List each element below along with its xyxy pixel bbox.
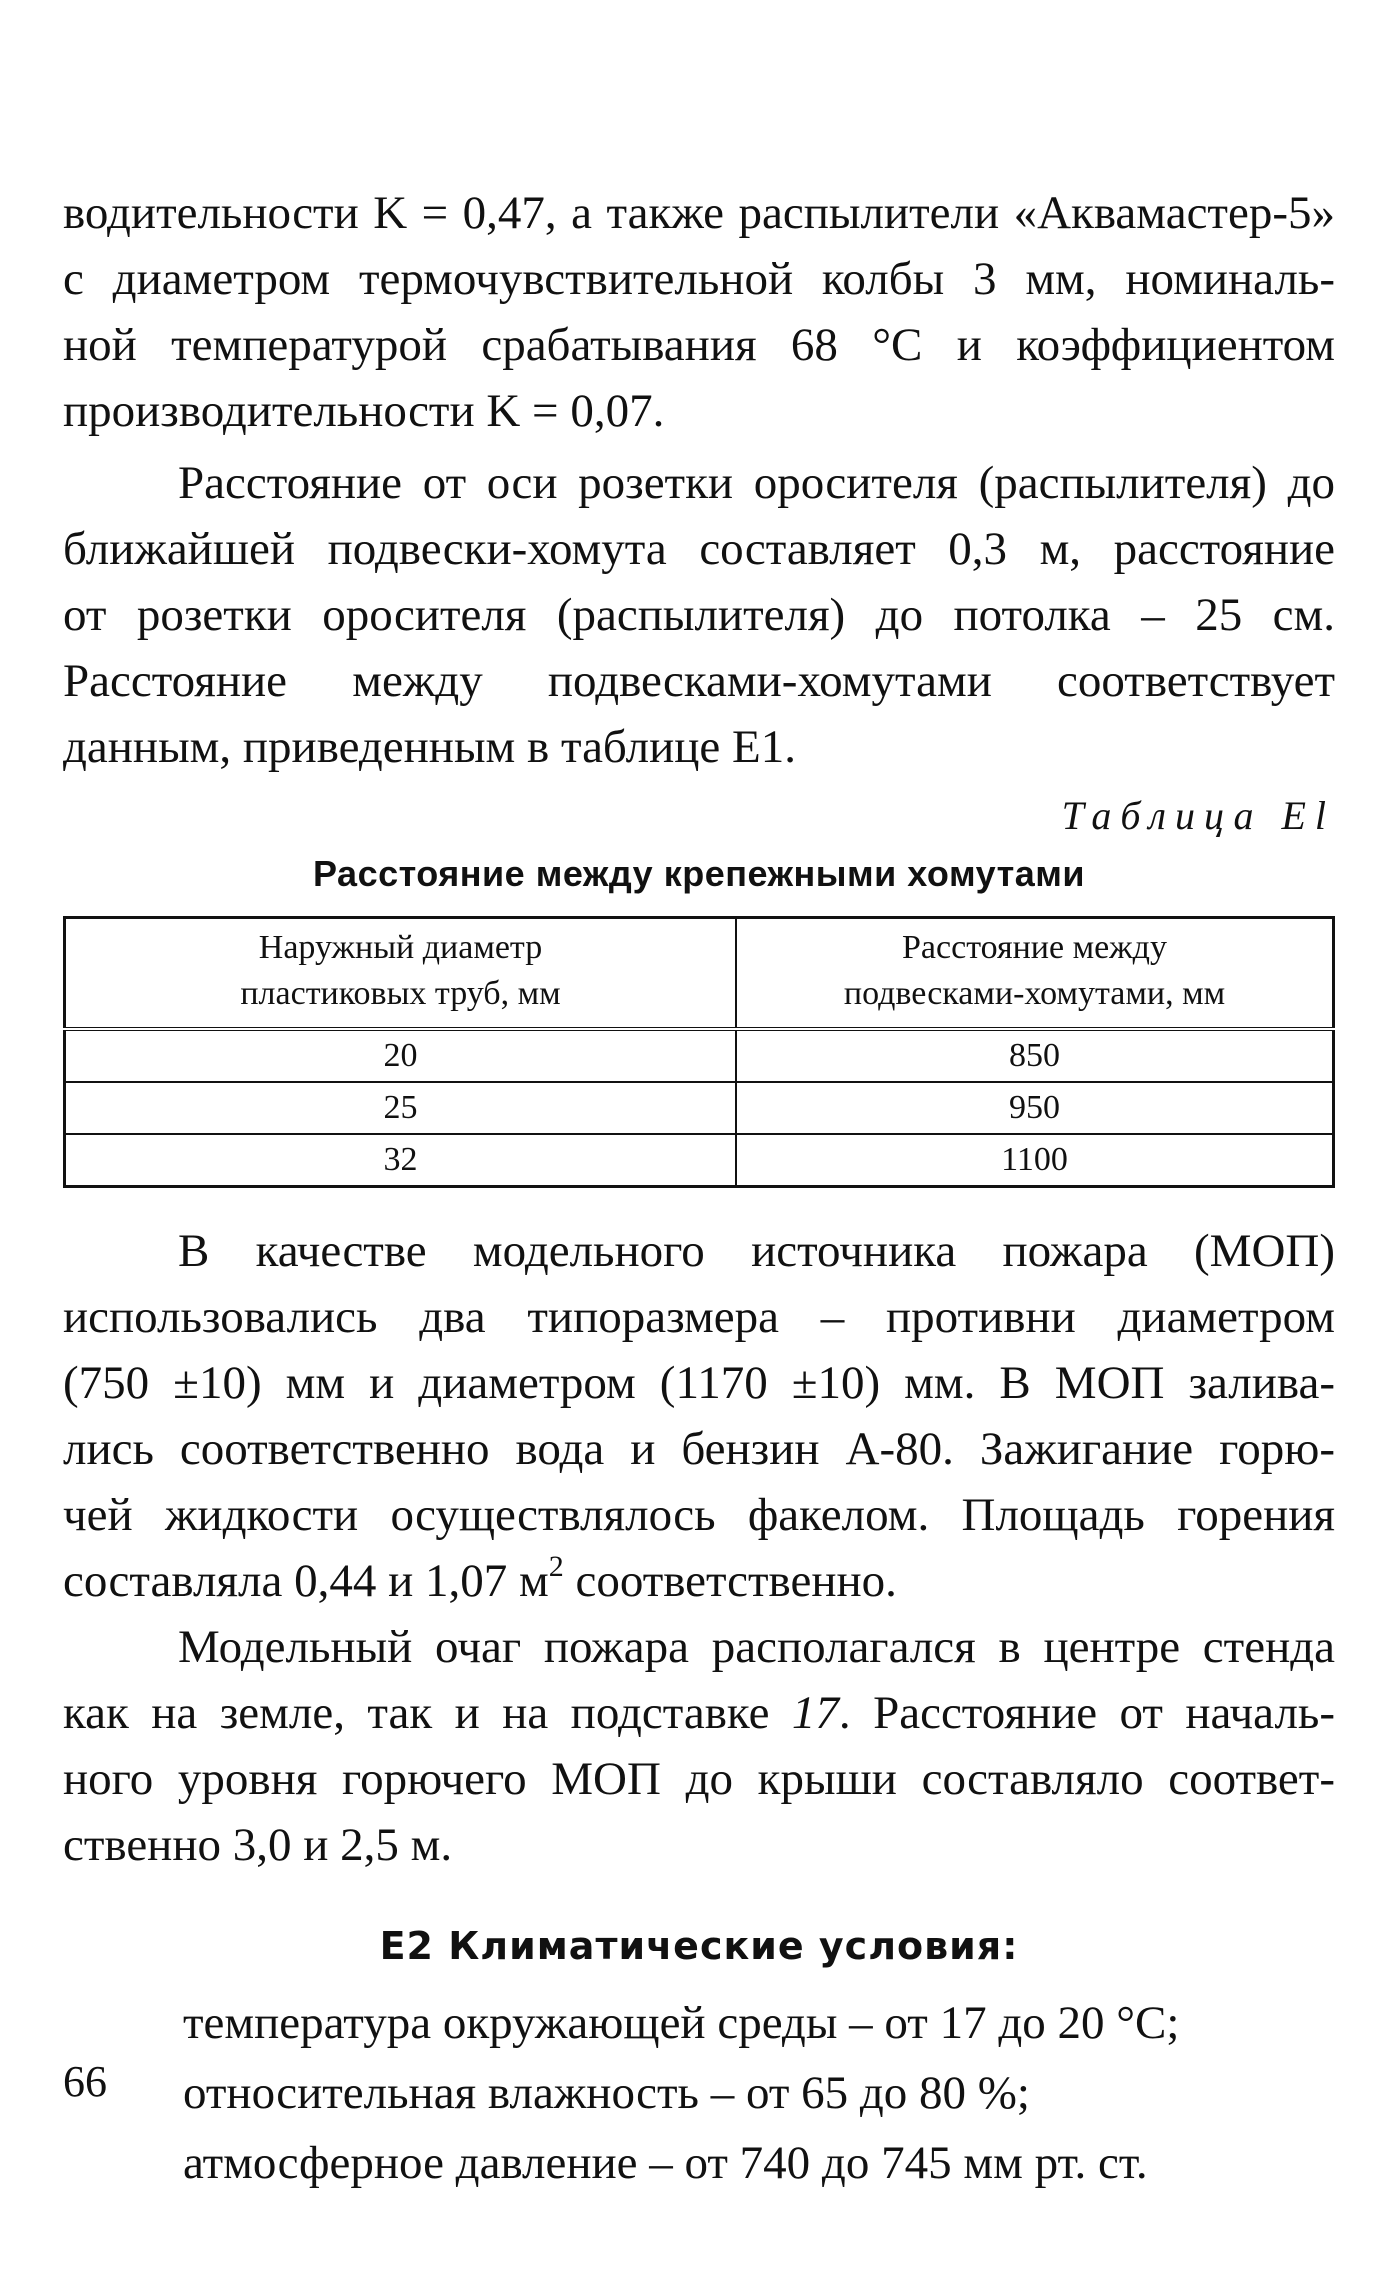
table-header-row	[65, 918, 1334, 1030]
table-title: Расстояние между крепежными хомутами	[313, 853, 1085, 894]
list-item: температура окружающей среды – от 17 до 20 °С;	[183, 1997, 1180, 2049]
paragraph-2	[63, 450, 1335, 780]
paragraph-3-line-4: лись соответственно вода и бензин А-80. Зажигание горю-	[63, 1423, 1335, 1475]
paragraph-3-line-2: использовались два типоразмера – противни диаметром	[63, 1291, 1335, 1343]
paragraph-1-line-3: ной температурой срабатывания 68 °С и коэффициентом	[63, 319, 1335, 371]
page-number: 66	[63, 2057, 107, 2106]
paragraph-1-line-1: водительности K = 0,47, а также распылители «Аквамастер-5»	[63, 187, 1335, 239]
table-caption: Таблица El	[1061, 793, 1335, 838]
stand-text: как на земле, так и на подставке	[63, 1687, 792, 1739]
table-row	[65, 1134, 1334, 1187]
paragraph-2-line-1: Расстояние от оси розетки оросителя (распылителя) до	[178, 457, 1335, 509]
header-1-line-1: Наружный диаметр	[258, 929, 543, 966]
paragraph-1-line-4: производительности K = 0,07.	[63, 385, 665, 437]
paragraph-2-line-2: ближайшей подвески-хомута составляет 0,3 м, расстояние	[63, 523, 1335, 575]
table-row	[65, 1029, 1334, 1082]
table-cell-diameter: 20	[65, 1029, 737, 1082]
paragraph-2-line-4: Расстояние между подвесками-хомутами соответствует	[63, 655, 1335, 707]
paragraph-3-line-3: (750 ±10) мм и диаметром (1170 ±10) мм. В МОП залива-	[63, 1357, 1335, 1409]
paragraph-4	[63, 1614, 1335, 1878]
paragraph-1	[63, 180, 1335, 444]
paragraph-3	[63, 1218, 1335, 1614]
list-item: атмосферное давление – от 740 до 745 мм рт. ст.	[183, 2137, 1148, 2189]
data-table	[63, 916, 1335, 1188]
paragraph-2-line-3: от розетки оросителя (распылителя) до потолка – 25 см.	[63, 589, 1335, 641]
paragraph-2-line-5: данным, приведенным в таблице Е1.	[63, 721, 796, 773]
figure-reference: 17	[791, 1687, 839, 1739]
section-heading: Е2 Климатические условия:	[379, 1924, 1019, 1968]
paragraph-3-line-6	[63, 1548, 1335, 1614]
table-cell-distance: 950	[736, 1082, 1334, 1134]
superscript-2: 2	[548, 1550, 564, 1583]
table-cell-distance: 1100	[736, 1134, 1334, 1187]
area-text: составляла 0,44 и 1,07 м	[63, 1555, 549, 1607]
paragraph-3-line-5: чей жидкости осуществлялось факелом. Площадь горения	[63, 1489, 1335, 1541]
paragraph-4-line-4: ственно 3,0 и 2,5 м.	[63, 1819, 453, 1871]
paragraph-4-line-1: Модельный очаг пожара располагался в центре стенда	[178, 1621, 1335, 1673]
paragraph-1-line-2: с диаметром термочувствительной колбы 3 мм, номиналь-	[63, 253, 1335, 305]
header-2-line-2: подвесками-хомутами, мм	[843, 975, 1226, 1012]
paragraph-4-line-3: ного уровня горючего МОП до крыши составляло соответ-	[63, 1753, 1335, 1805]
list-item: относительная влажность – от 65 до 80 %;	[183, 2067, 1030, 2119]
header-1-line-2: пластиковых труб, мм	[240, 975, 561, 1012]
document-page	[63, 180, 1335, 2198]
table-header-distance	[736, 918, 1334, 1030]
table-cell-distance: 850	[736, 1029, 1334, 1082]
stand-text-end: . Расстояние от началь-	[838, 1687, 1335, 1739]
paragraph-3-line-1: В качестве модельного источника пожара (МОП)	[178, 1225, 1335, 1277]
paragraph-4-line-2	[63, 1680, 1335, 1746]
table-row	[65, 1082, 1334, 1134]
header-2-line-1: Расстояние между	[902, 929, 1167, 966]
table-cell-diameter: 25	[65, 1082, 737, 1134]
area-text-end: соответственно.	[563, 1555, 897, 1607]
table-header-outer-diameter	[65, 918, 737, 1030]
climate-conditions-list	[63, 1988, 1335, 2198]
table-cell-diameter: 32	[65, 1134, 737, 1187]
